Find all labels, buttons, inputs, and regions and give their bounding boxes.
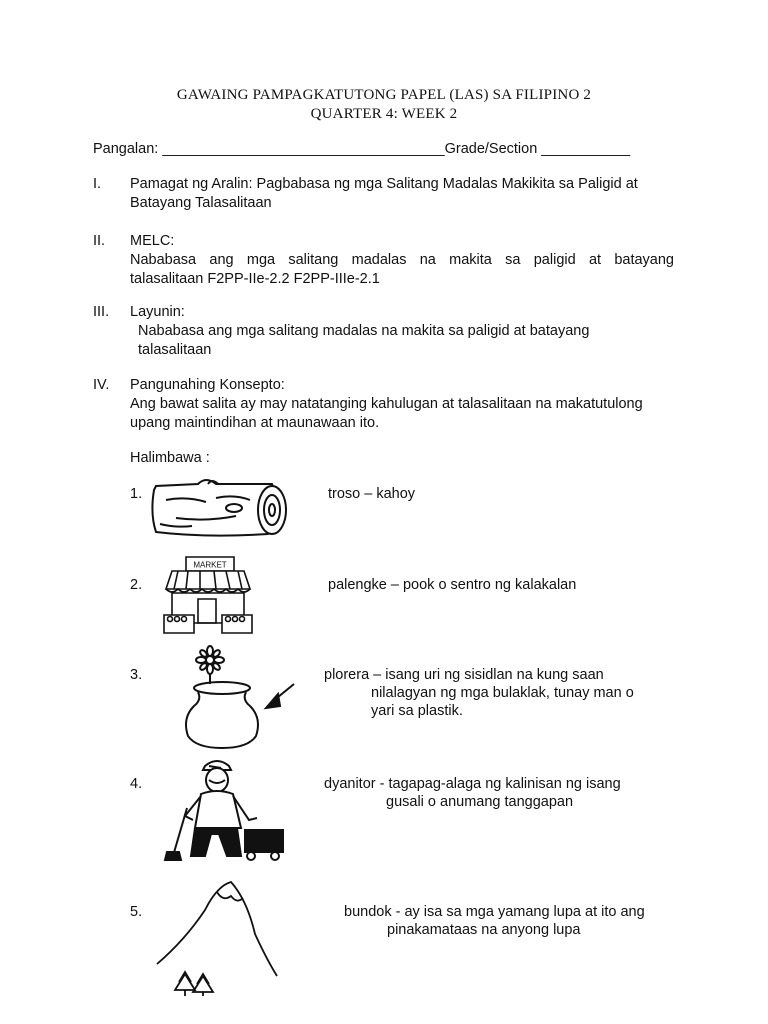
section-heading: Pangunahing Konsepto: bbox=[130, 377, 285, 393]
janitor-icon bbox=[165, 756, 289, 862]
page-title: GAWAING PAMPAGKATUTONG PAPEL (LAS) SA FILIPINO 2 bbox=[176, 87, 592, 103]
section-number: IV. bbox=[93, 377, 110, 393]
mountain-icon bbox=[155, 880, 279, 998]
section-text-line: talasalitaan F2PP-IIe-2.2 F2PP-IIIe-2.1 bbox=[130, 271, 380, 287]
section-text-line: upang maintindihan at maunawaan ito. bbox=[130, 415, 380, 431]
example-number: 1. bbox=[130, 486, 143, 502]
section-heading: MELC: bbox=[130, 233, 175, 249]
page-subtitle: QUARTER 4: WEEK 2 bbox=[310, 106, 458, 122]
section-number: I. bbox=[93, 176, 102, 192]
section-text-line: Batayang Talasalitaan bbox=[130, 195, 272, 211]
section-text-line: Nababasa ang mga salitang madalas na makita sa paligid at batayang bbox=[130, 252, 674, 268]
section-text-line: Pamagat ng Aralin: Pagbabasa ng mga Salitang Madalas Makikita sa Paligid at bbox=[130, 176, 638, 192]
examples-heading: Halimbawa : bbox=[130, 450, 210, 466]
section-text-line: Nababasa ang mga salitang madalas na makita sa paligid at batayang bbox=[138, 323, 590, 339]
example-number: 2. bbox=[130, 577, 143, 593]
section-text-line: Ang bawat salita ay may natatanging kahulugan at talasalitaan na makatutulong bbox=[130, 396, 643, 412]
example-number: 5. bbox=[130, 904, 143, 920]
example-text-line: yari sa plastik. bbox=[371, 703, 463, 719]
section-number: II. bbox=[93, 233, 106, 249]
section-text-line: talasalitaan bbox=[138, 342, 212, 358]
example-number: 3. bbox=[130, 667, 143, 683]
example-text-line: troso – kahoy bbox=[328, 486, 416, 502]
market-sign-text: MARKET bbox=[193, 560, 227, 570]
section-heading: Layunin: bbox=[130, 304, 185, 320]
section-number: III. bbox=[93, 304, 110, 320]
name-grade-line: Pangalan: ___________________________________Grade/Section ___________ bbox=[93, 141, 631, 157]
example-text-line: bundok - ay isa sa mga yamang lupa at ito ang bbox=[344, 904, 645, 920]
example-text-line: plorera – isang uri ng sisidlan na kung saan bbox=[324, 667, 604, 683]
example-text-line: nilalagyan ng mga bulaklak, tunay man o bbox=[371, 685, 634, 701]
vase-icon bbox=[182, 648, 300, 752]
log-icon bbox=[146, 474, 294, 542]
market-icon bbox=[162, 555, 254, 637]
example-text-line: gusali o anumang tanggapan bbox=[386, 794, 574, 810]
example-text-line: pinakamataas na anyong lupa bbox=[387, 922, 581, 938]
example-text-line: palengke – pook o sentro ng kalakalan bbox=[328, 577, 577, 593]
example-text-line: dyanitor - tagapag-alaga ng kalinisan ng isang bbox=[324, 776, 621, 792]
example-number: 4. bbox=[130, 776, 143, 792]
